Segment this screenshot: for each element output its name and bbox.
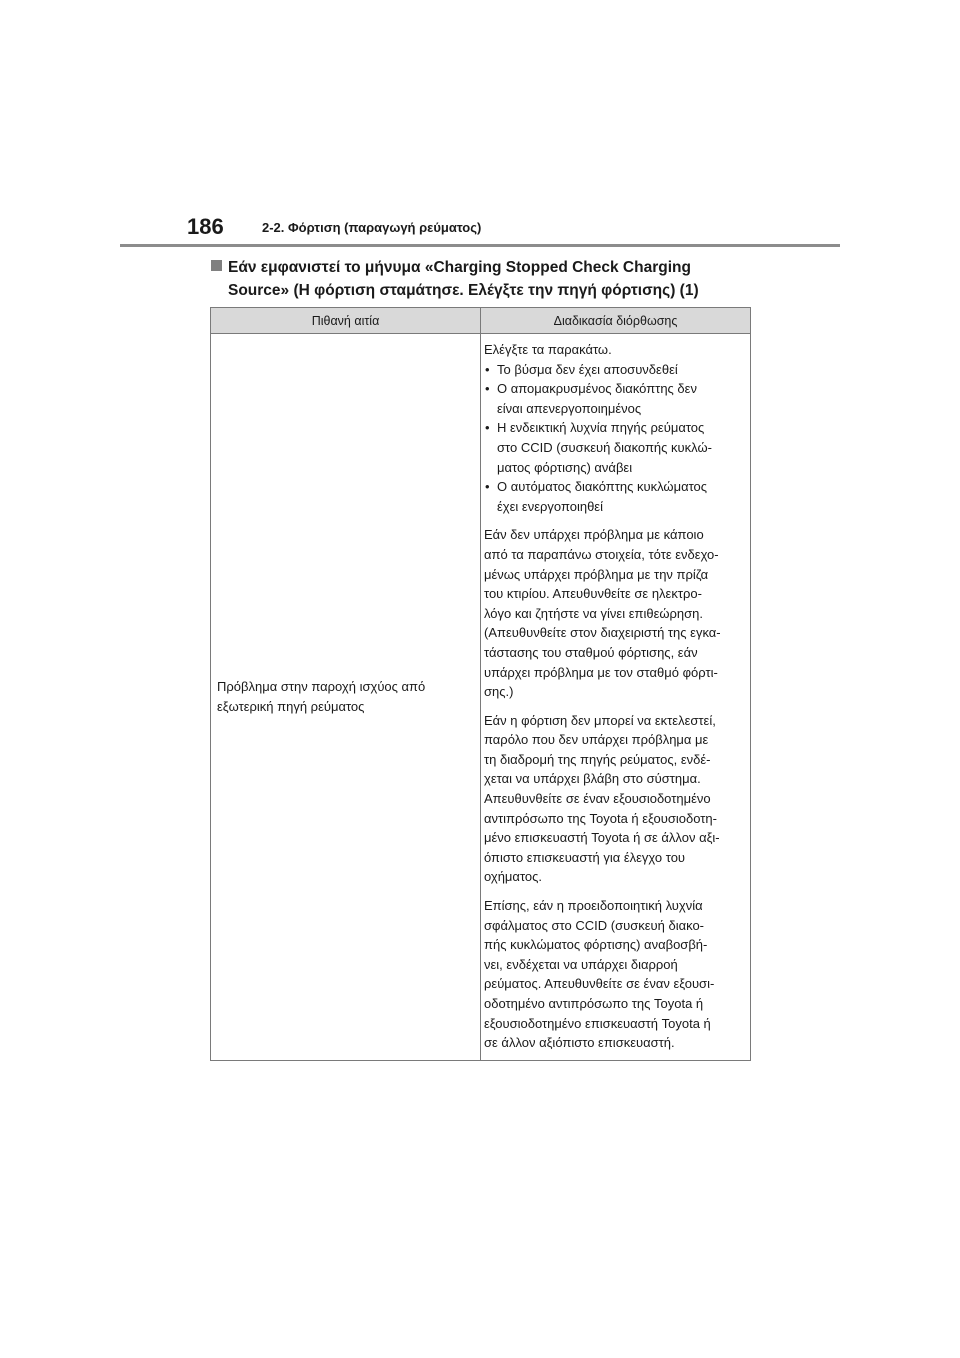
list-item-line: • Το βύσμα δεν έχει αποσυνδεθεί: [497, 361, 678, 377]
table-row: [211, 334, 751, 1061]
heading-line-2: Source» (Η φόρτιση σταμάτησε. Ελέγξτε την πηγή φόρτισης) (1): [228, 282, 699, 299]
paragraph-line: χεται να υπάρχει βλάβη στο σύστημα.: [484, 771, 701, 787]
page-number: 186: [187, 214, 224, 239]
list-item-line: έχει ενεργοποιηθεί: [497, 498, 603, 514]
paragraph-line: Επίσης, εάν η προειδοποιητική λυχνία: [484, 898, 703, 914]
paragraph-line: μένως υπάρχει πρόβλημα με την πρίζα: [484, 566, 709, 582]
paragraph-outlet-check: [484, 525, 747, 701]
cause-line: εξωτερική πηγή ρεύματος: [217, 698, 365, 714]
list-item-line: • Ο απομακρυσμένος διακόπτης δεν: [497, 381, 697, 397]
list-item-line: • Ο αυτόματος διακόπτης κυκλώματος: [497, 479, 708, 495]
paragraph-line: από τα παραπάνω στοιχεία, τότε ενδεχο-: [484, 546, 719, 562]
header-divider: [120, 244, 840, 247]
paragraph-line: οχήματος.: [484, 869, 542, 885]
list-item: [484, 477, 747, 516]
paragraph-line: εξουσιοδοτημένο επισκευαστή Toyota ή: [484, 1015, 711, 1031]
column-header-cause: Πιθανή αιτία: [211, 308, 481, 334]
section-title: 2-2. Φόρτιση (παραγωγή ρεύματος): [262, 220, 482, 235]
list-item: [484, 379, 747, 418]
paragraph-line: νει, ενδέχεται να υπάρχει διαρροή: [484, 956, 678, 972]
paragraph-system-fault: [484, 711, 747, 887]
paragraph-line: τη διαδρομή της πηγής ρεύματος, ενδέ-: [484, 751, 711, 767]
check-intro: Ελέγξτε τα παρακάτω.: [484, 342, 612, 357]
paragraph-line: (Απευθυνθείτε στον διαχειριστή της εγκα-: [484, 625, 721, 641]
list-item-line: • Η ενδεικτική λυχνία πηγής ρεύματος: [497, 420, 705, 436]
paragraph-leakage-warning: [484, 896, 747, 1053]
cause-line: Πρόβλημα στην παροχή ισχύος από: [217, 679, 426, 695]
list-item: [484, 418, 747, 477]
paragraph-line: του κτιρίου. Απευθυνθείτε σε ηλεκτρο-: [484, 586, 702, 602]
paragraph-line: ρεύματος. Απευθυνθείτε σε έναν εξουσι-: [484, 976, 715, 992]
paragraph-line: σε άλλον αξιόπιστο επισκευαστή.: [484, 1035, 675, 1051]
message-heading: [211, 256, 771, 302]
paragraph-line: σφάλματος στο CCID (συσκευή διακο-: [484, 917, 705, 933]
paragraph-line: όπιστο επισκευαστή για έλεγχο του: [484, 849, 686, 865]
paragraph-line: πής κυκλώματος φόρτισης) αναβοσβή-: [484, 937, 708, 953]
paragraph-line: σης.): [484, 684, 514, 700]
paragraph-line: οδοτημένο αντιπρόσωπο της Toyota ή: [484, 996, 704, 1011]
heading-line-1: Εάν εμφανιστεί το μήνυμα «Charging Stopped Check Charging: [228, 259, 691, 276]
paragraph-line: Εάν η φόρτιση δεν μπορεί να εκτελεστεί,: [484, 712, 716, 728]
list-item-line: ματος φόρτισης) ανάβει: [497, 459, 633, 475]
paragraph-line: μένο επισκευαστή Toyota ή σε άλλον αξι-: [484, 830, 720, 846]
column-header-procedure: Διαδικασία διόρθωσης: [481, 308, 751, 334]
troubleshooting-table: [210, 307, 751, 1061]
paragraph-line: λόγο και ζητήστε να γίνει επιθεώρηση.: [484, 605, 704, 621]
square-bullet-icon: [211, 260, 222, 271]
cause-cell: [211, 334, 481, 1061]
check-list: [484, 360, 747, 517]
paragraph-line: Εάν δεν υπάρχει πρόβλημα με κάποιο: [484, 527, 704, 543]
paragraph-line: Απευθυνθείτε σε έναν εξουσιοδοτημένο: [484, 791, 711, 807]
table-header-row: [211, 308, 751, 334]
paragraph-line: τάστασης του σταθμού φόρτισης, εάν: [484, 644, 698, 660]
paragraph-line: υπάρχει πρόβλημα με τον σταθμό φόρτι-: [484, 664, 718, 680]
list-item-line: στο CCID (συσκευή διακοπής κυκλώ-: [497, 439, 712, 455]
list-item-line: είναι απενεργοποιημένος: [497, 400, 642, 416]
list-item: [484, 360, 747, 380]
procedure-cell: [481, 334, 751, 1061]
paragraph-line: παρόλο που δεν υπάρχει πρόβλημα με: [484, 732, 709, 748]
paragraph-line: αντιπρόσωπο της Toyota ή εξουσιοδοτη-: [484, 810, 717, 826]
